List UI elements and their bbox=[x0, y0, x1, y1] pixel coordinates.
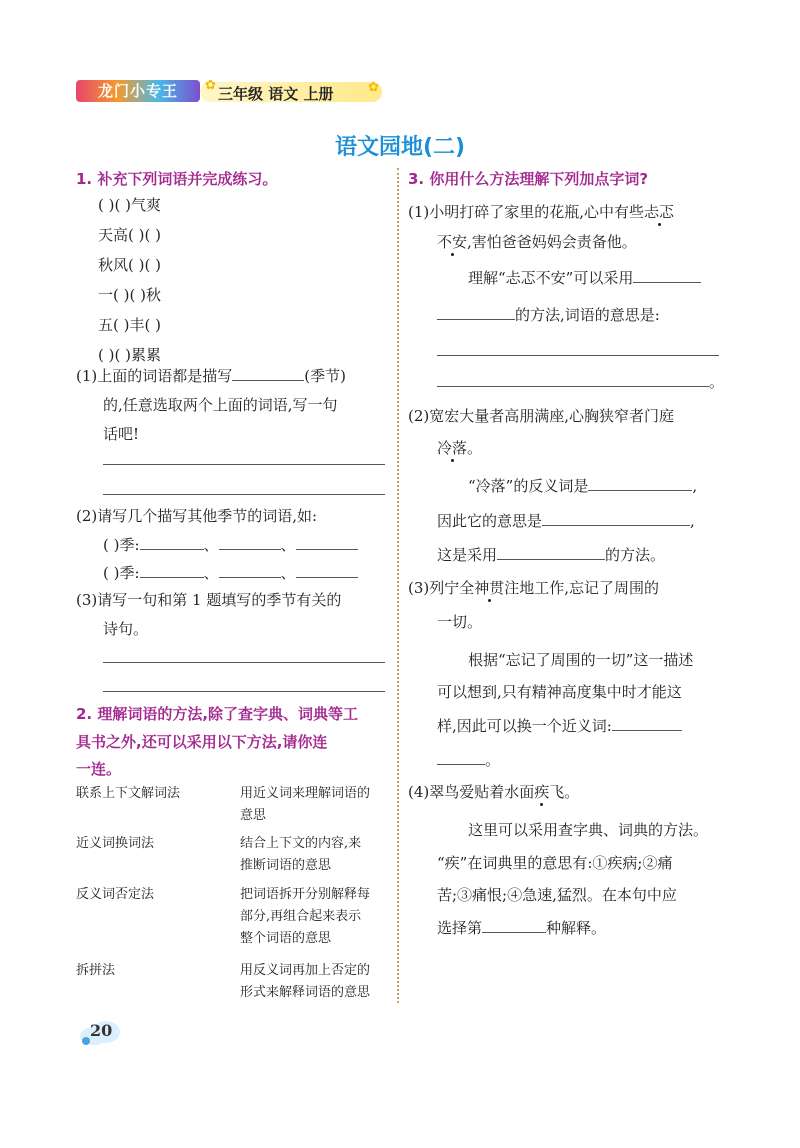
method-item[interactable]: 反义词否定法 bbox=[76, 887, 155, 902]
column-divider bbox=[397, 168, 399, 1003]
answer-blank[interactable] bbox=[437, 372, 709, 387]
method-item[interactable]: 拆拼法 bbox=[76, 963, 116, 978]
definition-item[interactable]: 结合上下文的内容,来 推断词语的意思 bbox=[240, 836, 362, 873]
q1-word: ( )( )累累 bbox=[98, 346, 161, 364]
q1-word: ( )( )气爽 bbox=[98, 196, 161, 214]
q1-part3-line2: 诗句。 bbox=[103, 620, 149, 638]
q3-s1: (1)小明打碎了家里的花瓶,心中有些忐忑 bbox=[408, 203, 675, 221]
q1-word: 天高( )( ) bbox=[98, 226, 161, 244]
q3-s2-q2: 因此它的意思是 , bbox=[437, 512, 695, 530]
q3-s2: (2)宽宏大量者高朋满座,心胸狭窄者门庭 bbox=[408, 407, 675, 425]
q1-part1-line2: 的,任意选取两个上面的词语,写一句 bbox=[103, 396, 338, 414]
q1-word: 秋风( )( ) bbox=[98, 256, 161, 274]
dotted-word: 冷落 bbox=[437, 439, 468, 457]
q3-s3-q1: 根据“忘记了周围的一切”这一描述 bbox=[468, 651, 694, 669]
answer-line[interactable] bbox=[103, 691, 385, 692]
answer-blank[interactable] bbox=[219, 563, 281, 578]
q3-s1-q3: 。 bbox=[437, 372, 724, 392]
q1-season-row: ( )季: 、 、 bbox=[103, 535, 358, 555]
page-title: 语文园地(二) bbox=[334, 135, 466, 160]
answer-blank[interactable] bbox=[482, 918, 546, 933]
answer-blank[interactable] bbox=[437, 305, 515, 320]
q3-s3: (3)列宁全神贯注地工作,忘记了周围的 bbox=[408, 579, 660, 597]
answer-blank[interactable] bbox=[588, 476, 692, 491]
q1-season-row: ( )季: 、 、 bbox=[103, 563, 358, 583]
dotted-word: 不安 bbox=[437, 233, 468, 251]
q3-s1-q: 理解“忐忑不安”可以采用 bbox=[468, 268, 701, 288]
q3-s3-q3: 样,因此可以换一个近义词: bbox=[437, 716, 682, 736]
butterfly-icon: ✿ bbox=[368, 80, 379, 95]
answer-blank[interactable] bbox=[542, 511, 690, 526]
method-item[interactable]: 近义词换词法 bbox=[76, 836, 155, 851]
q3-s4-q2: “疾”在词典里的意思有:①疾病;②痛 bbox=[437, 854, 673, 872]
q1-word: 一( )( )秋 bbox=[98, 286, 161, 304]
q3-s3-q4: 。 bbox=[437, 750, 500, 770]
q3-s4-q1: 这里可以采用查字典、词典的方法。 bbox=[468, 821, 709, 839]
q3-s4-q4: 选择第 种解释。 bbox=[437, 919, 607, 937]
q1-part1: (1)上面的词语都是描写 (季节) bbox=[76, 367, 346, 385]
dotted-word: 疾 bbox=[534, 783, 550, 801]
q1-heading: 1. 补充下列词语并完成练习。 bbox=[76, 170, 278, 188]
answer-blank[interactable] bbox=[497, 545, 605, 560]
answer-blank[interactable] bbox=[232, 366, 304, 381]
dotted-word: 全神贯注 bbox=[459, 579, 520, 597]
definition-item[interactable]: 用近义词来理解词语的 意思 bbox=[240, 786, 371, 823]
answer-line[interactable] bbox=[103, 464, 385, 465]
answer-blank[interactable] bbox=[612, 716, 682, 731]
series-logo: 龙门小专王 bbox=[76, 80, 200, 102]
answer-line[interactable] bbox=[437, 355, 719, 356]
answer-blank[interactable] bbox=[140, 563, 204, 578]
answer-line[interactable] bbox=[103, 494, 385, 495]
q3-s4: (4)翠鸟爱贴着水面疾飞。 bbox=[408, 783, 580, 801]
q3-s2-q1: “冷落”的反义词是 , bbox=[468, 477, 698, 495]
butterfly-icon: ✿ bbox=[205, 78, 216, 93]
q2-heading-line2: 具书之外,还可以采用以下方法,请你连 bbox=[76, 733, 328, 751]
q3-s1-q2: 的方法,词语的意思是: bbox=[437, 305, 660, 325]
book-subtitle: 三年级 语文 上册 bbox=[218, 85, 334, 103]
definition-item[interactable]: 把词语拆开分别解释每 部分,再组合起来表示 整个词语的意思 bbox=[240, 887, 371, 946]
answer-blank[interactable] bbox=[633, 268, 701, 283]
answer-blank[interactable] bbox=[219, 535, 281, 550]
answer-line[interactable] bbox=[103, 662, 385, 663]
q3-s3-line2: 一切。 bbox=[437, 613, 483, 631]
answer-blank[interactable] bbox=[437, 750, 485, 765]
q3-s1-line2: 不安,害怕爸爸妈妈会责备他。 bbox=[437, 233, 637, 251]
answer-blank[interactable] bbox=[296, 535, 358, 550]
method-item[interactable]: 联系上下文解词法 bbox=[76, 786, 181, 801]
page-number: 20 bbox=[90, 1021, 113, 1040]
answer-blank[interactable] bbox=[140, 535, 204, 550]
q2-heading: 2. 理解词语的方法,除了查字典、词典等工 bbox=[76, 705, 359, 723]
answer-blank[interactable] bbox=[296, 563, 358, 578]
q3-s2-q3: 这是采用 的方法。 bbox=[437, 546, 666, 564]
q3-s3-q2: 可以想到,只有精神高度集中时才能这 bbox=[437, 683, 682, 701]
q3-heading: 3. 你用什么方法理解下列加点字词? bbox=[408, 170, 649, 188]
q1-part3: (3)请写一句和第 1 题填写的季节有关的 bbox=[76, 591, 342, 609]
dotted-word: 忐忑 bbox=[644, 203, 675, 221]
q1-word: 五( )丰( ) bbox=[98, 316, 161, 334]
page-number-badge bbox=[76, 1018, 126, 1046]
q1-part2: (2)请写几个描写其他季节的词语,如: bbox=[76, 507, 318, 525]
q1-part1-line3: 话吧! bbox=[103, 425, 140, 443]
q3-s4-q3: 苦;③痛恨;④急速,猛烈。在本句中应 bbox=[437, 886, 677, 904]
q2-heading-line3: 一连。 bbox=[76, 760, 122, 778]
definition-item[interactable]: 用反义词再加上否定的 形式来解释词语的意思 bbox=[240, 963, 371, 1000]
q3-s2-line2: 冷落。 bbox=[437, 439, 483, 457]
